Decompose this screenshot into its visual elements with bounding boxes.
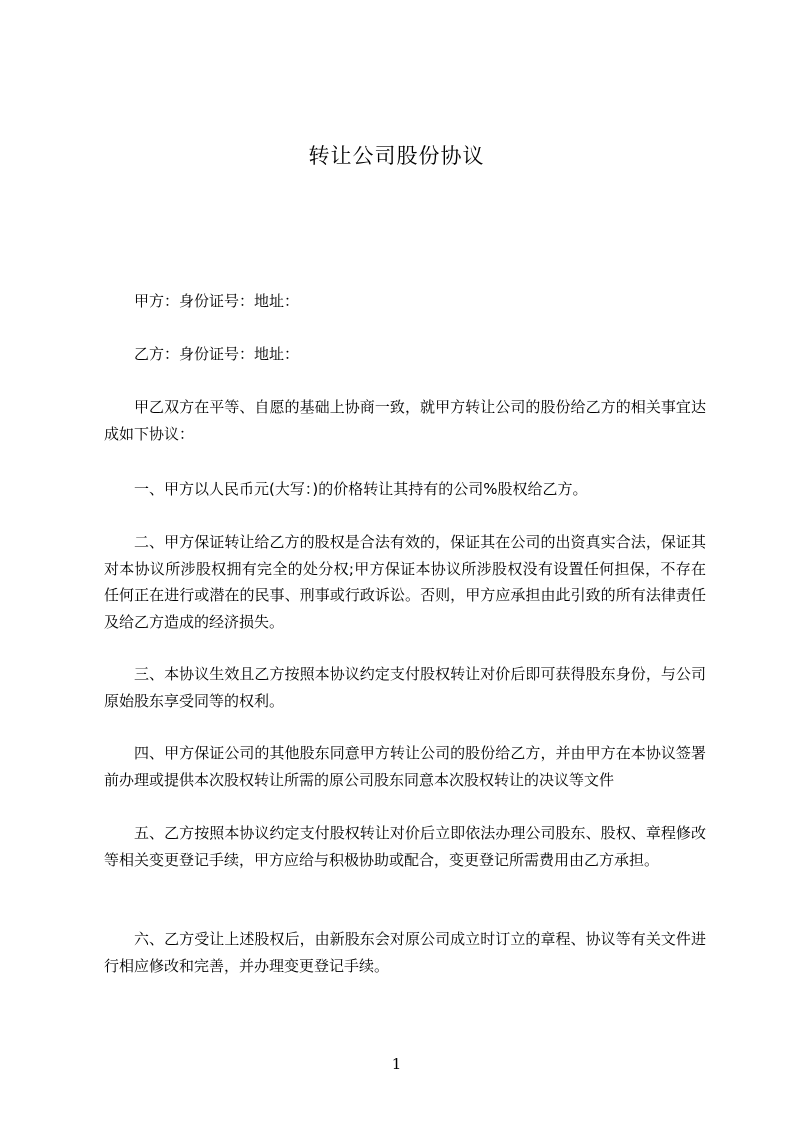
clause-5: 五、乙方按照本协议约定支付股权转让对价后立即依法办理公司股东、股权、章程修改等相关变更登记手续，甲方应给与积极协助或配合，变更登记所需费用由乙方承担。 — [104, 824, 706, 869]
party-b-info: 乙方：身份证号：地址： — [134, 345, 300, 363]
agreement-intro: 甲乙双方在平等、自愿的基础上协商一致，就甲方转让公司的股份给乙方的相关事宜达成如下协议： — [104, 398, 706, 443]
page-number: 1 — [391, 1055, 402, 1073]
party-a-info: 甲方：身份证号：地址： — [134, 292, 300, 310]
clause-3: 三、本协议生效且乙方按照本协议约定支付股权转让对价后即可获得股东身份，与公司原始股东享受同等的权利。 — [104, 665, 706, 710]
document-title: 转让公司股份协议 — [308, 144, 485, 168]
clause-6: 六、乙方受让上述股权后，由新股东会对原公司成立时订立的章程、协议等有关文件进行相应修改和完善，并办理变更登记手续。 — [104, 930, 706, 975]
clause-2: 二、甲方保证转让给乙方的股权是合法有效的，保证其在公司的出资真实合法，保证其对本协议所涉股权拥有完全的处分权;甲方保证本协议所涉股权没有设置任何担保，不存在任何正在进行或潜在的民事、刑事或行政诉讼。否则，甲方应承担由此引致的所有法律责任及给乙方造成的经济损失。 — [104, 533, 706, 631]
clause-1: 一、甲方以人民币元(大写：)的价格转让其持有的公司%股权给乙方。 — [134, 480, 588, 498]
clause-4: 四、甲方保证公司的其他股东同意甲方转让公司的股份给乙方，并由甲方在本协议签署前办理或提供本次股权转让所需的原公司股东同意本次股权转让的决议等文件 — [104, 744, 706, 789]
